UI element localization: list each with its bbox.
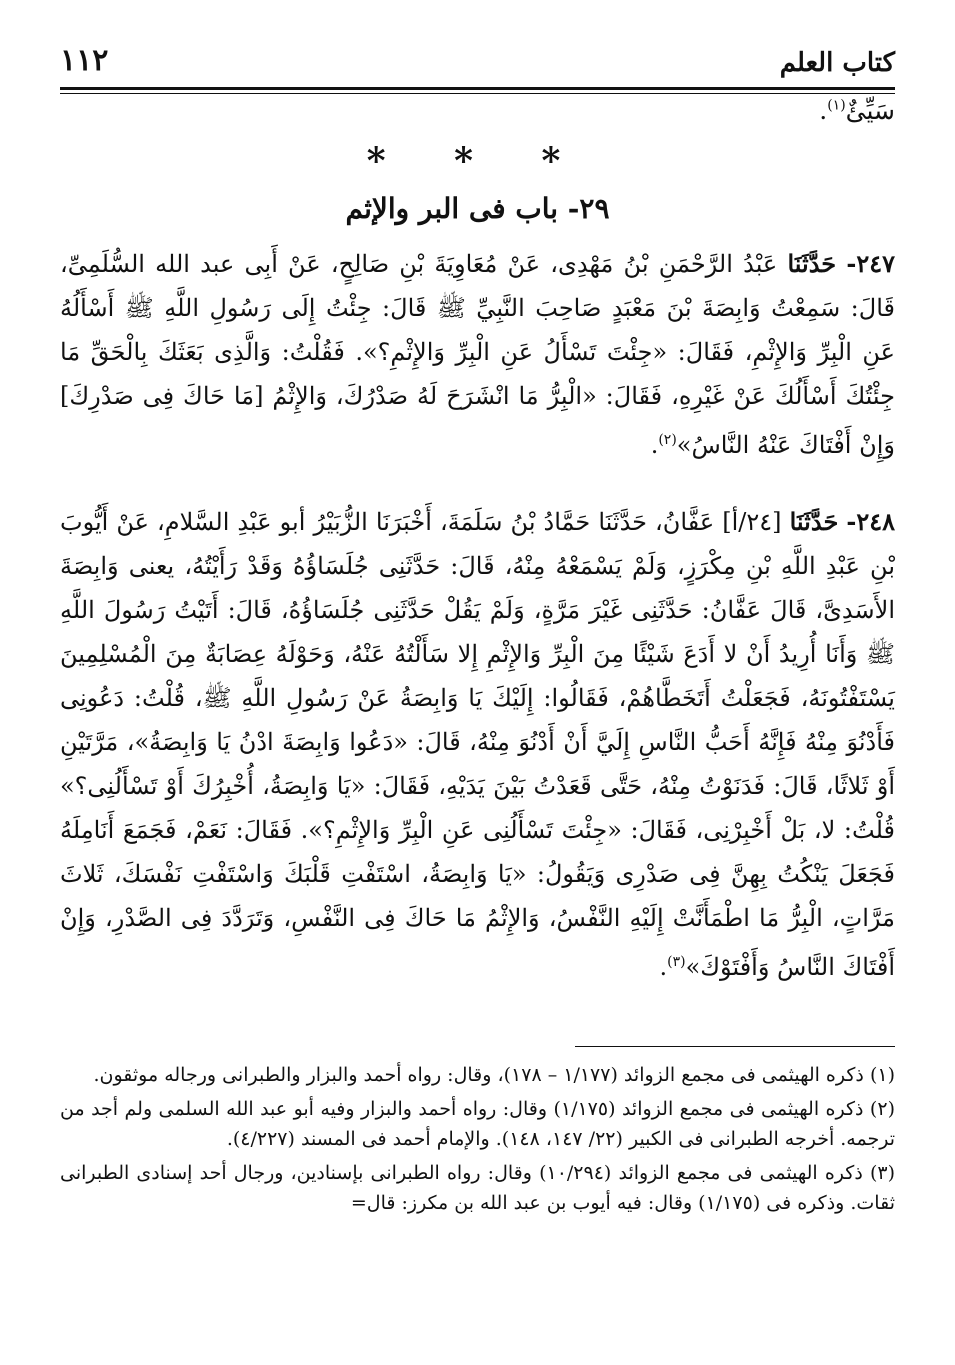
hadith-247: ٢٤٧- حَدَّثَنَا عَبْدُ الرَّحْمَنِ بْنُ مَهْدِى، عَنْ مُعَاوِيَةَ بْنِ صَالِحٍ، عَنْ أَبِى عبد الله السُّلَمِىِّ، قَالَ: سَمِعْتُ وَابِصَةَ بْنَ مَعْبَدٍ صَاحِبَ النَّبِيِّ ﷺ قَالَ: جِئْتُ إِلَى رَسُولِ اللَّهِ ﷺ أَسْأَلُهُ عَنِ الْبِرِّ وَالإِثْمِ، فَقَالَ: «جِئْتَ تَسْأَلُ عَنِ الْبِرِّ وَالإِثْمِ؟». فَقُلْتُ: وَالَّذِى بَعَثَكَ بِالْحَقِّ مَا جِئْتُكَ أَسْأَلُكَ عَنْ غَيْرِهِ، فَقَالَ: «الْبِرُّ مَا انْشَرَحَ لَهُ صَدْرُكَ، وَالإِثْمُ [مَا حَاكَ فِى صَدْرِكَ] وَإِنْ أَفْتَاكَ عَنْهُ النَّاسُ»$^{(٢)}$.: [60, 249, 896, 459]
footnote-text: ذكره الهيثمى فى مجمع الزوائد (١/١٧٧ – ١٧٨)، وقال: رواه أحمد والبزار والطبرانى ورجاله موثقون.: [93, 1064, 864, 1086]
hadith-footnote-ref: (٣): [667, 954, 686, 970]
hadith-opening: حَدَّثَنَا: [789, 507, 839, 536]
carry-over-footnote-ref: (١): [827, 97, 846, 114]
hadith-text: [٢٤/أ] عَفَّانُ، حَدَّثَنَا حَمَّادُ بْنُ سَلَمَةَ، أَخْبَرَنَا الزُّبَيْرُ أبو عَبْدِ السَّلامِ، عَنْ أَيُّوبَ بْنِ عَبْدِ اللَّهِ بْنِ مِكْرَزٍ، وَلَمْ يَسْمَعْهُ مِنْهُ، قَالَ: حَدَّثَنِى جُلَسَاؤُهُ وَقَدْ رَأَيْتُهُ، يعنى وَابِصَةَ الأَسَدِىَّ، قَالَ عَفَّانُ: حَدَّثَنِى غَيْرَ مَرَّةٍ، وَلَمْ يَقُلْ حَدَّثَنِى جُلَسَاؤُهُ، قَالَ: أَتَيْتُ رَسُولَ اللَّهِ ﷺ وَأَنَا أُرِيدُ أَنْ لا أَدَعَ شَيْئًا مِنَ الْبِرِّ وَالإِثْمِ إِلا سَأَلْتُهُ عَنْهُ، وَحَوْلَهُ عِصَابَةٌ مِنَ الْمُسْلِمِينَ يَسْتَفْتُونَهُ، فَجَعَلْتُ أَتَخَطَّاهُمْ، فَقَالُوا: إِلَيْكَ يَا وَابِصَةُ عَنْ رَسُولِ اللَّهِ ﷺ، قُلْتُ: دَعُونِى فَأَدْنُوَ مِنْهُ فَإِنَّهُ أَحَبُّ النَّاسِ إِلَيَّ أَنْ أَدْنُوَ مِنْهُ، قَالَ: «دَعُوا وَابِصَةَ ادْنُ يَا وَابِصَةُ»، مَرَّتَيْنِ أَوْ ثَلاثًا، قَالَ: فَدَنَوْتُ مِنْهُ، حَتَّى قَعَدْتُ بَيْنَ يَدَيْهِ، فَقَالَ: «يَا وَابِصَةُ، أُخْبِرُكَ أَوْ تَسْأَلُنِى؟» قُلْتُ: لا، بَلْ أَخْبِرْنِى، فَقَالَ: «جِئْتَ تَسْأَلُنِى عَنِ الْبِرِّ وَالإِثْمِ؟». فَقَالَ: نَعَمْ، فَجَمَعَ أَنَامِلَهُ فَجَعَلَ يَنْكُتُ بِهِنَّ فِى صَدْرِى وَيَقُولُ: «يَا وَابِصَةُ، اسْتَفْتِ قَلْبَكَ وَاسْتَفْتِ نَفْسَكَ، ثَلاثَ مَرَّاتٍ، الْبِرُّ مَا اطْمَأَنَّتْ إِلَيْهِ النَّفْسُ، وَالإِثْمُ مَا حَاكَ فِى النَّفْسِ، وَتَرَدَّدَ فِى الصَّدْرِ، وَإِنْ أَفْتَاكَ النَّاسُ وَأَفْتَوْكَ»: [60, 508, 895, 981]
hadith-opening: حَدَّثَنَا: [787, 249, 837, 278]
chapter-title: ٢٩- باب فى البر والإثم: [345, 192, 610, 225]
footnote-3: [60, 1158, 895, 1218]
page-number: ١١٢: [60, 43, 109, 78]
carry-over-text: سَيِّئٌ$^{(١)}$.: [819, 96, 895, 125]
section-separator: * * *: [366, 140, 589, 182]
hadith-footnote-ref: (٢): [658, 432, 677, 448]
hadith-number: ٢٤٧-: [846, 249, 895, 278]
hadith-text: عَبْدُ الرَّحْمَنِ بْنُ مَهْدِى، عَنْ مُعَاوِيَةَ بْنِ صَالِحٍ، عَنْ أَبِى عبد الله السُّلَمِىِّ، قَالَ: سَمِعْتُ وَابِصَةَ بْنَ مَعْبَدٍ صَاحِبَ النَّبِيِّ ﷺ قَالَ: جِئْتُ إِلَى رَسُولِ اللَّهِ ﷺ أَسْأَلُهُ عَنِ الْبِرِّ وَالإِثْمِ، فَقَالَ: «جِئْتَ تَسْأَلُ عَنِ الْبِرِّ وَالإِثْمِ؟». فَقُلْتُ: وَالَّذِى بَعَثَكَ بِالْحَقِّ مَا جِئْتُكَ أَسْأَلُكَ عَنْ غَيْرِهِ، فَقَالَ: «الْبِرُّ مَا انْشَرَحَ لَهُ صَدْرُكَ، وَالإِثْمُ [مَا حَاكَ فِى صَدْرِكَ] وَإِنْ أَفْتَاكَ عَنْهُ النَّاسُ»: [60, 250, 896, 459]
footnote-mark: (٢): [869, 1098, 895, 1120]
page-header: [60, 38, 895, 78]
footnotes: [60, 1060, 895, 1222]
footnote-text: ذكره الهيثمى فى مجمع الزوائد (١٠/٢٩٤) وقال: رواه الطبرانى بإسنادين، ورجال أحد إسنادى الطبرانى ثقات. وذكره فى (١/١٧٥) وقال: فيه أيوب بن عبد الله بن مكرز: قال=: [60, 1162, 895, 1214]
footnote-mark: (١): [869, 1064, 895, 1086]
footnote-1: [60, 1060, 895, 1090]
hadith-number: ٢٤٨-: [846, 507, 895, 536]
footnote-mark: (٣): [869, 1162, 895, 1184]
header-rule-thin: [60, 93, 895, 94]
hadith-248: ٢٤٨- حَدَّثَنَا [٢٤/أ] عَفَّانُ، حَدَّثَنَا حَمَّادُ بْنُ سَلَمَةَ، أَخْبَرَنَا الزُّبَيْرُ أبو عَبْدِ السَّلامِ، عَنْ أَيُّوبَ بْنِ عَبْدِ اللَّهِ بْنِ مِكْرَزٍ، وَلَمْ يَسْمَعْهُ مِنْهُ، قَالَ: حَدَّثَنِى جُلَسَاؤُهُ وَقَدْ رَأَيْتُهُ، يعنى وَابِصَةَ الأَسَدِىَّ، قَالَ عَفَّانُ: حَدَّثَنِى غَيْرَ مَرَّةٍ، وَلَمْ يَقُلْ حَدَّثَنِى جُلَسَاؤُهُ، قَالَ: أَتَيْتُ رَسُولَ اللَّهِ ﷺ وَأَنَا أُرِيدُ أَنْ لا أَدَعَ شَيْئًا مِنَ الْبِرِّ وَالإِثْمِ إِلا سَأَلْتُهُ عَنْهُ، وَحَوْلَهُ عِصَابَةٌ مِنَ الْمُسْلِمِينَ يَسْتَفْتُونَهُ، فَجَعَلْتُ أَتَخَطَّاهُمْ، فَقَالُوا: إِلَيْكَ يَا وَابِصَةُ عَنْ رَسُولِ اللَّهِ ﷺ، قُلْتُ: دَعُونِى فَأَدْنُوَ مِنْهُ فَإِنَّهُ أَحَبُّ النَّاسِ إِلَيَّ أَنْ أَدْنُوَ مِنْهُ، قَالَ: «دَعُوا وَابِصَةَ ادْنُ يَا وَابِصَةُ»، مَرَّتَيْنِ أَوْ ثَلاثًا، قَالَ: فَدَنَوْتُ مِنْهُ، حَتَّى قَعَدْتُ بَيْنَ يَدَيْهِ، فَقَالَ: «يَا وَابِصَةُ، أُخْبِرُكَ أَوْ تَسْأَلُنِى؟» قُلْتُ: لا، بَلْ أَخْبِرْنِى، فَقَالَ: «جِئْتَ تَسْأَلُنِى عَنِ الْبِرِّ وَالإِثْمِ؟». فَقَالَ: نَعَمْ، فَجَمَعَ أَنَامِلَهُ فَجَعَلَ يَنْكُتُ بِهِنَّ فِى صَدْرِى وَيَقُولُ: «يَا وَابِصَةُ، اسْتَفْتِ قَلْبَكَ وَاسْتَفْتِ نَفْسَكَ، ثَلاثَ مَرَّاتٍ، الْبِرُّ مَا اطْمَأَنَّتْ إِلَيْهِ النَّفْسُ، وَالإِثْمُ مَا حَاكَ فِى النَّفْسِ، وَتَرَدَّدَ فِى الصَّدْرِ، وَإِنْ أَفْتَاكَ النَّاسُ وَأَفْتَوْكَ»$^{(٣)}$.: [60, 507, 895, 981]
footnote-divider: [575, 1046, 895, 1047]
footnote-2: [60, 1094, 895, 1154]
header-rule-thick: [60, 87, 895, 90]
footnote-text: ذكره الهيثمى فى مجمع الزوائد (١/١٧٥) وقال: رواه أحمد والبزار وفيه أبو عبد الله السلمى ولم أجد من ترجمه. أخرجه الطبرانى فى الكبير (٢٢/ ١٤٧، ١٤٨). والإمام أحمد فى المسند (٤/٢٢٧).: [60, 1098, 895, 1150]
book-title: كتاب العلم: [779, 48, 895, 78]
carry-over-word: سَيِّئٌ: [845, 96, 895, 125]
